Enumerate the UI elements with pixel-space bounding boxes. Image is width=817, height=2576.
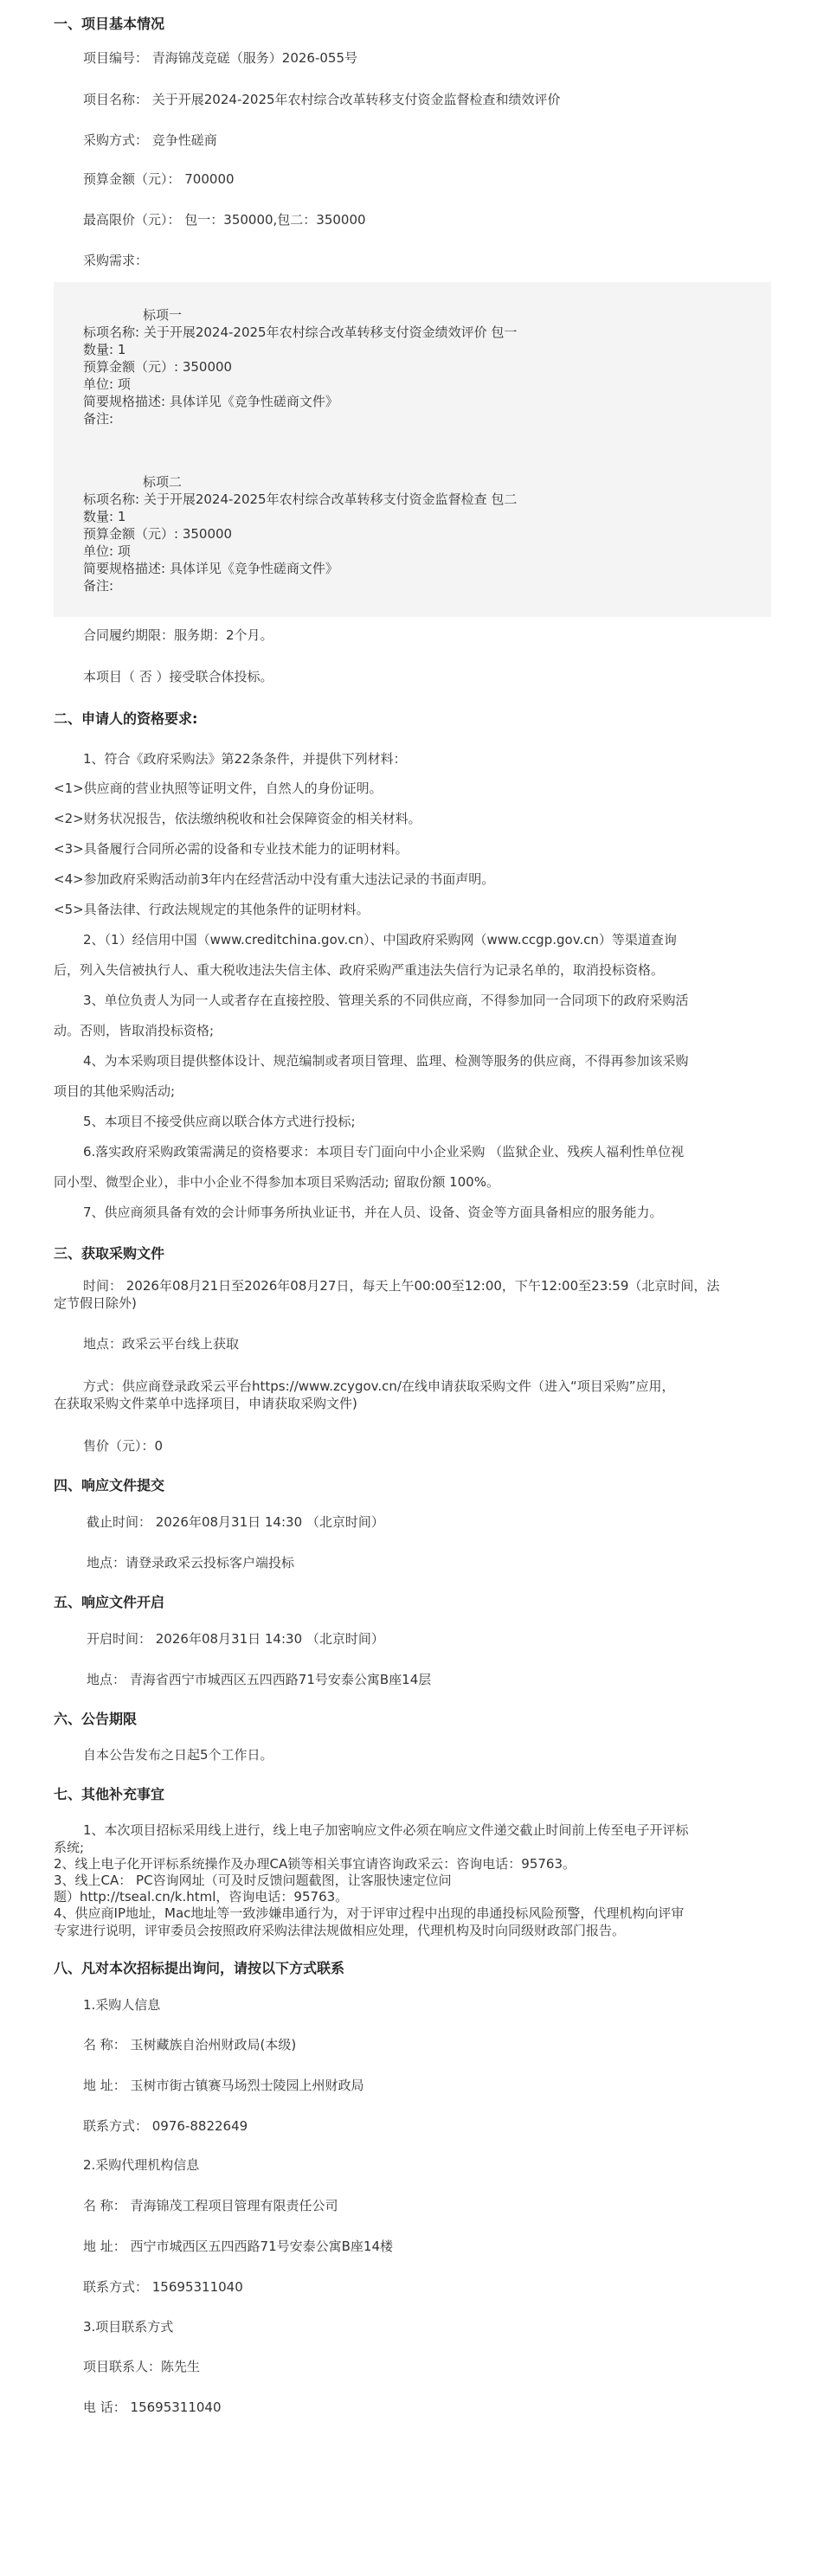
qual-item-3-line2: 动。否则，皆取消投标资格;: [54, 1023, 215, 1038]
supplement-3-line2: 题）http://tseal.cn/k.html，咨询电话：95763。: [54, 1889, 349, 1905]
supplement-1-line1: 1、本次项目招标采用线上进行，线上电子加密响应文件必须在响应文件递交截止时间前上传至电子开评标: [83, 1822, 689, 1838]
project-number: 项目编号： 青海锦茂竞磋（服务）2026-055号: [83, 50, 357, 66]
qual-item-6-line1: 6.落实政府采购政策需满足的资格要求：本项目专门面向中小企业采购 （监狱企业、残疾人福利性单位视: [83, 1144, 685, 1160]
qual-item-1-5: <5>具备法律、行政法规规定的其他条件的证明材料。: [54, 902, 370, 917]
purchaser-info-title: 1.采购人信息: [83, 1997, 161, 2013]
budget-amount: 预算金额（元）： 700000: [83, 171, 235, 187]
lot2-spec: 简要规格描述: 具体详见《竞争性磋商文件》: [83, 561, 338, 576]
submission-place: 地点：请登录政采云投标客户端投标: [87, 1555, 295, 1571]
lot2-quantity: 数量: 1: [83, 509, 126, 524]
section-heading-submission: 四、响应文件提交: [54, 1477, 165, 1494]
agency-name: 名 称： 青海锦茂工程项目管理有限责任公司: [83, 2198, 338, 2213]
lot1-budget: 预算金额（元）: 350000: [83, 359, 233, 375]
supplement-3-line1: 3、线上CA： PC咨询网址（可及时反馈问题截图，让客服快速定位问: [54, 1873, 452, 1888]
supplement-2: 2、线上电子化开评标系统操作及办理CA锁等相关事宜请咨询政采云：咨询电话：95763。: [54, 1856, 576, 1872]
lot1-note: 备注:: [83, 411, 114, 427]
section-heading-opening: 五、响应文件开启: [54, 1594, 165, 1610]
supplement-4-line2: 专家进行说明，评审委员会按照政府采购法律法规做相应处理，代理机构及时向同级财政部门报告。: [54, 1923, 626, 1938]
procurement-method: 采购方式： 竞争性磋商: [83, 132, 217, 148]
obtain-method-line2: 在获取采购文件菜单中选择项目，申请获取采购文件): [54, 1396, 357, 1411]
lot1-quantity: 数量: 1: [83, 342, 126, 357]
lot2-unit: 单位: 项: [83, 543, 131, 559]
supplement-4-line1: 4、供应商IP地址，Mac地址等一致涉嫌串通行为，对于评审过程中出现的串通投标风险预警，代理机构向评审: [54, 1905, 685, 1921]
lot1-title: 标项一: [143, 307, 183, 323]
purchaser-name: 名 称： 玉树藏族自治州财政局(本级): [83, 2037, 297, 2052]
contract-period: 合同履约期限：服务期：2个月。: [83, 627, 273, 643]
lot2-name: 标项名称: 关于开展2024-2025年农村综合改革转移支付资金监督检查 包二: [83, 491, 518, 507]
obtain-time-line1: 时间： 2026年08月21日至2026年08月27日，每天上午00:00至12:00，下午12:00至23:59（北京时间，法: [83, 1278, 720, 1294]
lot2-title: 标项二: [143, 474, 183, 490]
max-price: 最高限价（元）： 包一：350000,包二：350000: [83, 212, 366, 228]
agency-info-title: 2.采购代理机构信息: [83, 2157, 200, 2173]
project-contact-phone: 电 话： 15695311040: [83, 2399, 222, 2415]
section-heading-obtain-docs: 三、获取采购文件: [54, 1245, 165, 1262]
qual-item-1-1: <1>供应商的营业执照等证明文件，自然人的身份证明。: [54, 781, 383, 796]
agency-address: 地 址： 西宁市城西区五四西路71号安泰公寓B座14楼: [83, 2239, 394, 2254]
qual-item-5: 5、本项目不接受供应商以联合体方式进行投标;: [83, 1114, 356, 1129]
qual-item-4-line2: 项目的其他采购活动;: [54, 1083, 176, 1099]
section-heading-basic-info: 一、项目基本情况: [54, 16, 165, 32]
project-contact-person: 项目联系人：陈先生: [83, 2359, 201, 2374]
qual-item-2-line2: 后，列入失信被执行人、重大税收违法失信主体、政府采购严重违法失信行为记录名单的，取消投标资格。: [54, 962, 665, 978]
agency-phone: 联系方式： 15695311040: [83, 2279, 243, 2295]
qual-item-4-line1: 4、为本采购项目提供整体设计、规范编制或者项目管理、监理、检测等服务的供应商，不得再参加该采购: [83, 1053, 689, 1069]
qual-item-1: 1、符合《政府采购法》第22条条件，并提供下列材料：: [83, 751, 407, 767]
obtain-method-line1: 方式：供应商登录政采云平台https://www.zcygov.cn/在线申请获取采购文件（进入“项目采购”应用，: [83, 1378, 675, 1394]
project-contact-title: 3.项目联系方式: [83, 2319, 174, 2335]
qual-item-1-4: <4>参加政府采购活动前3年内在经营活动中没有重大违法记录的书面声明。: [54, 871, 495, 887]
lot1-spec: 简要规格描述: 具体详见《竞争性磋商文件》: [83, 394, 338, 409]
obtain-time-line2: 定节假日除外): [54, 1295, 137, 1311]
lot1-unit: 单位: 项: [83, 376, 131, 392]
section-heading-period: 六、公告期限: [54, 1711, 138, 1727]
obtain-place: 地点：政采云平台线上获取: [83, 1336, 240, 1352]
section-heading-contacts: 八、凡对本次招标提出询问，请按以下方式联系: [54, 1960, 345, 1976]
qual-item-6-line2: 同小型、微型企业），非中小企业不得参加本项目采购活动; 留取份额 100%。: [54, 1174, 499, 1190]
qual-item-7: 7、供应商须具备有效的会计师事务所执业证书，并在人员、设备、资金等方面具备相应的服务能力。: [83, 1204, 663, 1220]
qual-item-2-line1: 2、（1）经信用中国（www.creditchina.gov.cn）、中国政府采购网（www.ccgp.gov.cn）等渠道查询: [83, 932, 677, 948]
qual-item-3-line1: 3、单位负责人为同一人或者存在直接控股、管理关系的不同供应商，不得参加同一合同项下的政府采购活: [83, 992, 689, 1008]
procurement-demand-label: 采购需求：: [83, 253, 149, 268]
section-heading-qualifications: 二、申请人的资格要求:: [54, 710, 198, 727]
opening-place: 地点： 青海省西宁市城西区五四西路71号安泰公寓B座14层: [87, 1672, 432, 1687]
opening-time: 开启时间： 2026年08月31日 14:30 （北京时间）: [87, 1631, 384, 1647]
supplement-1-line2: 系统;: [54, 1840, 85, 1855]
purchaser-address: 地 址： 玉树市街古镇赛马场烈士陵园上州财政局: [83, 2078, 364, 2093]
purchaser-phone: 联系方式： 0976-8822649: [83, 2118, 248, 2134]
lot1-name: 标项名称: 关于开展2024-2025年农村综合改革转移支付资金绩效评价 包一: [83, 324, 518, 340]
qual-item-1-3: <3>具备履行合同所必需的设备和专业技术能力的证明材料。: [54, 841, 408, 857]
lot2-note: 备注:: [83, 578, 114, 594]
lot2-budget: 预算金额（元）: 350000: [83, 526, 233, 542]
submission-deadline: 截止时间： 2026年08月31日 14:30 （北京时间）: [87, 1514, 384, 1530]
doc-price: 售价（元）：0: [83, 1438, 164, 1454]
qual-item-1-2: <2>财务状况报告，依法缴纳税收和社会保障资金的相关材料。: [54, 811, 421, 826]
notice-period: 自本公告发布之日起5个工作日。: [83, 1747, 273, 1763]
consortium-note: 本项目（ 否 ）接受联合体投标。: [83, 669, 273, 684]
project-name: 项目名称： 关于开展2024-2025年农村综合改革转移支付资金监督检查和绩效评价: [83, 92, 561, 107]
section-heading-supplementary: 七、其他补充事宜: [54, 1786, 165, 1802]
